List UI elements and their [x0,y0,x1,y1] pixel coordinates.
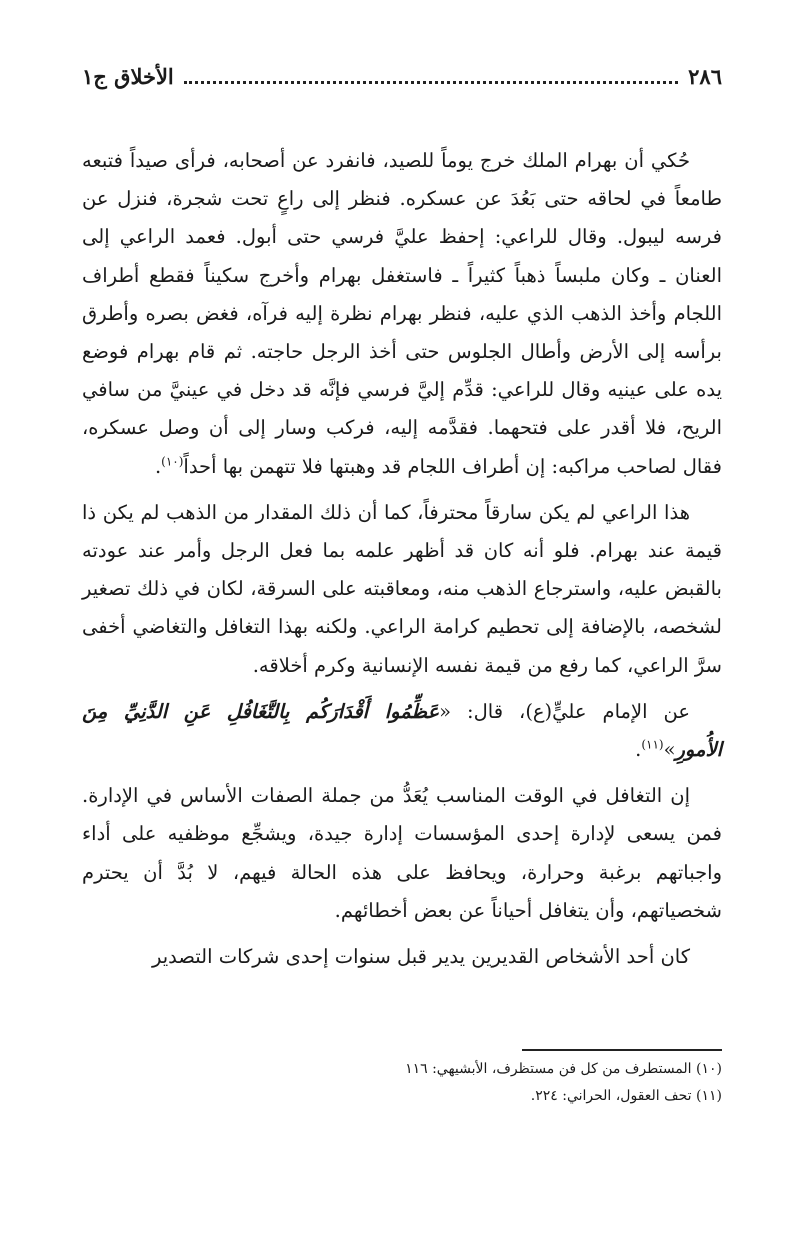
quote-end: . [635,738,642,762]
paragraph-story-text: حُكي أن بهرام الملك خرج يوماً للصيد، فانفرد عن أصحابه، فرأى صيداً فتبعه طامعاً في لحاقه حتى بَعُدَ عن عسكره. فنظر إلى راعٍ تحت شجرة، فنزل عن فرسه ليبول. وقال للراعي: إحفظ عليَّ فرسي حتى أبول. فعمد الراعي إلى العنان ـ وكان ملبساً ذهباً كثيراً ـ فاستغفل بهرام وأخرج سكيناً فقطع أطراف اللجام وأخذ الذهب الذي عليه، فنظر بهرام نظرة إليه فرآه، فغض بصره وأطرق برأسه إلى الأرض وأطال الجلوس حتى أخذ الرجل حاجته. ثم قام بهرام فوضع يده على عينيه وقال للراعي: قدِّم إليَّ فرسي فإنَّه قد دخل في عينيَّ من سافي الريح، فلا أقدر على فتحهما. فقدَّمه إليه، فركب وسار إلى أن وصل عسكره، فقال لصاحب مراكبه: إن أطراف اللجام قد وهبتها فلا تتهمن بها أحداً [82,149,722,478]
paragraph-management: إن التغافل في الوقت المناسب يُعَدُّ من جملة الصفات الأساس في الإدارة. فمن يسعى لإدارة إحدى المؤسسات إدارة جيدة، ويشجِّع موظفيه على أداء واجباتهم برغبة وحرارة، ويحافظ على هذه الحالة فيهم، لا بُدَّ أن يحترم شخصياتهم، وأن يتغافل أحياناً عن بعض أخطائهم. [82,784,722,922]
footnotes [82,1056,722,1110]
footnote-ref-10: (١٠) [161,454,184,469]
paragraph-story-end: . [154,454,162,478]
page-header [82,58,722,94]
quote-close: » [663,738,676,762]
footnote-ref-11: (١١) [641,737,664,752]
running-title: الأخلاق ج١ [82,63,174,89]
paragraph-analysis: هذا الراعي لم يكن سارقاً محترفاً، كما أن ذلك المقدار من الذهب لم يكن ذا قيمة عند بهرام. فلو أنه كان قد أظهر علمه بما فعل الرجل وأمر عند عودته بالقبض عليه، واسترجاع الذهب منه، ومعاقبته على السرقة، لكان في ذلك تصغير لشخصه، بالإضافة إلى تحطيم كرامة الراعي. ولكنه بهذا التغافل والتغاضي أخفى سرَّ الراعي، كما رفع من قيمة نفسه الإنسانية وكرم أخلاقه. [82,500,722,677]
footnote-10: (١٠) المستطرف من كل فن مستظرف، الأبشيهي: ١١٦ [405,1061,722,1077]
body-text [82,142,722,976]
quote-intro: عن الإمام عليٍّ(ع)، قال: « [439,699,690,723]
paragraph-quote [82,693,722,769]
page-number: ٢٨٦ [688,63,722,89]
footnote-separator [522,1049,722,1051]
paragraph-story [82,142,722,486]
footnote-11: (١١) تحف العقول، الحراني: ٢٢٤. [530,1088,722,1104]
paragraph-continuation: كان أحد الأشخاص القديرين يدير قبل سنوات إحدى شركات التصدير [151,945,690,969]
quote-text: عَظِّمُوا أَقْدَارَكُم بِالتَّغَافُلِ عَنِ الدَّنِيِّ مِنَ الأُمورِ [82,699,722,762]
header-dot-leader [184,79,678,84]
